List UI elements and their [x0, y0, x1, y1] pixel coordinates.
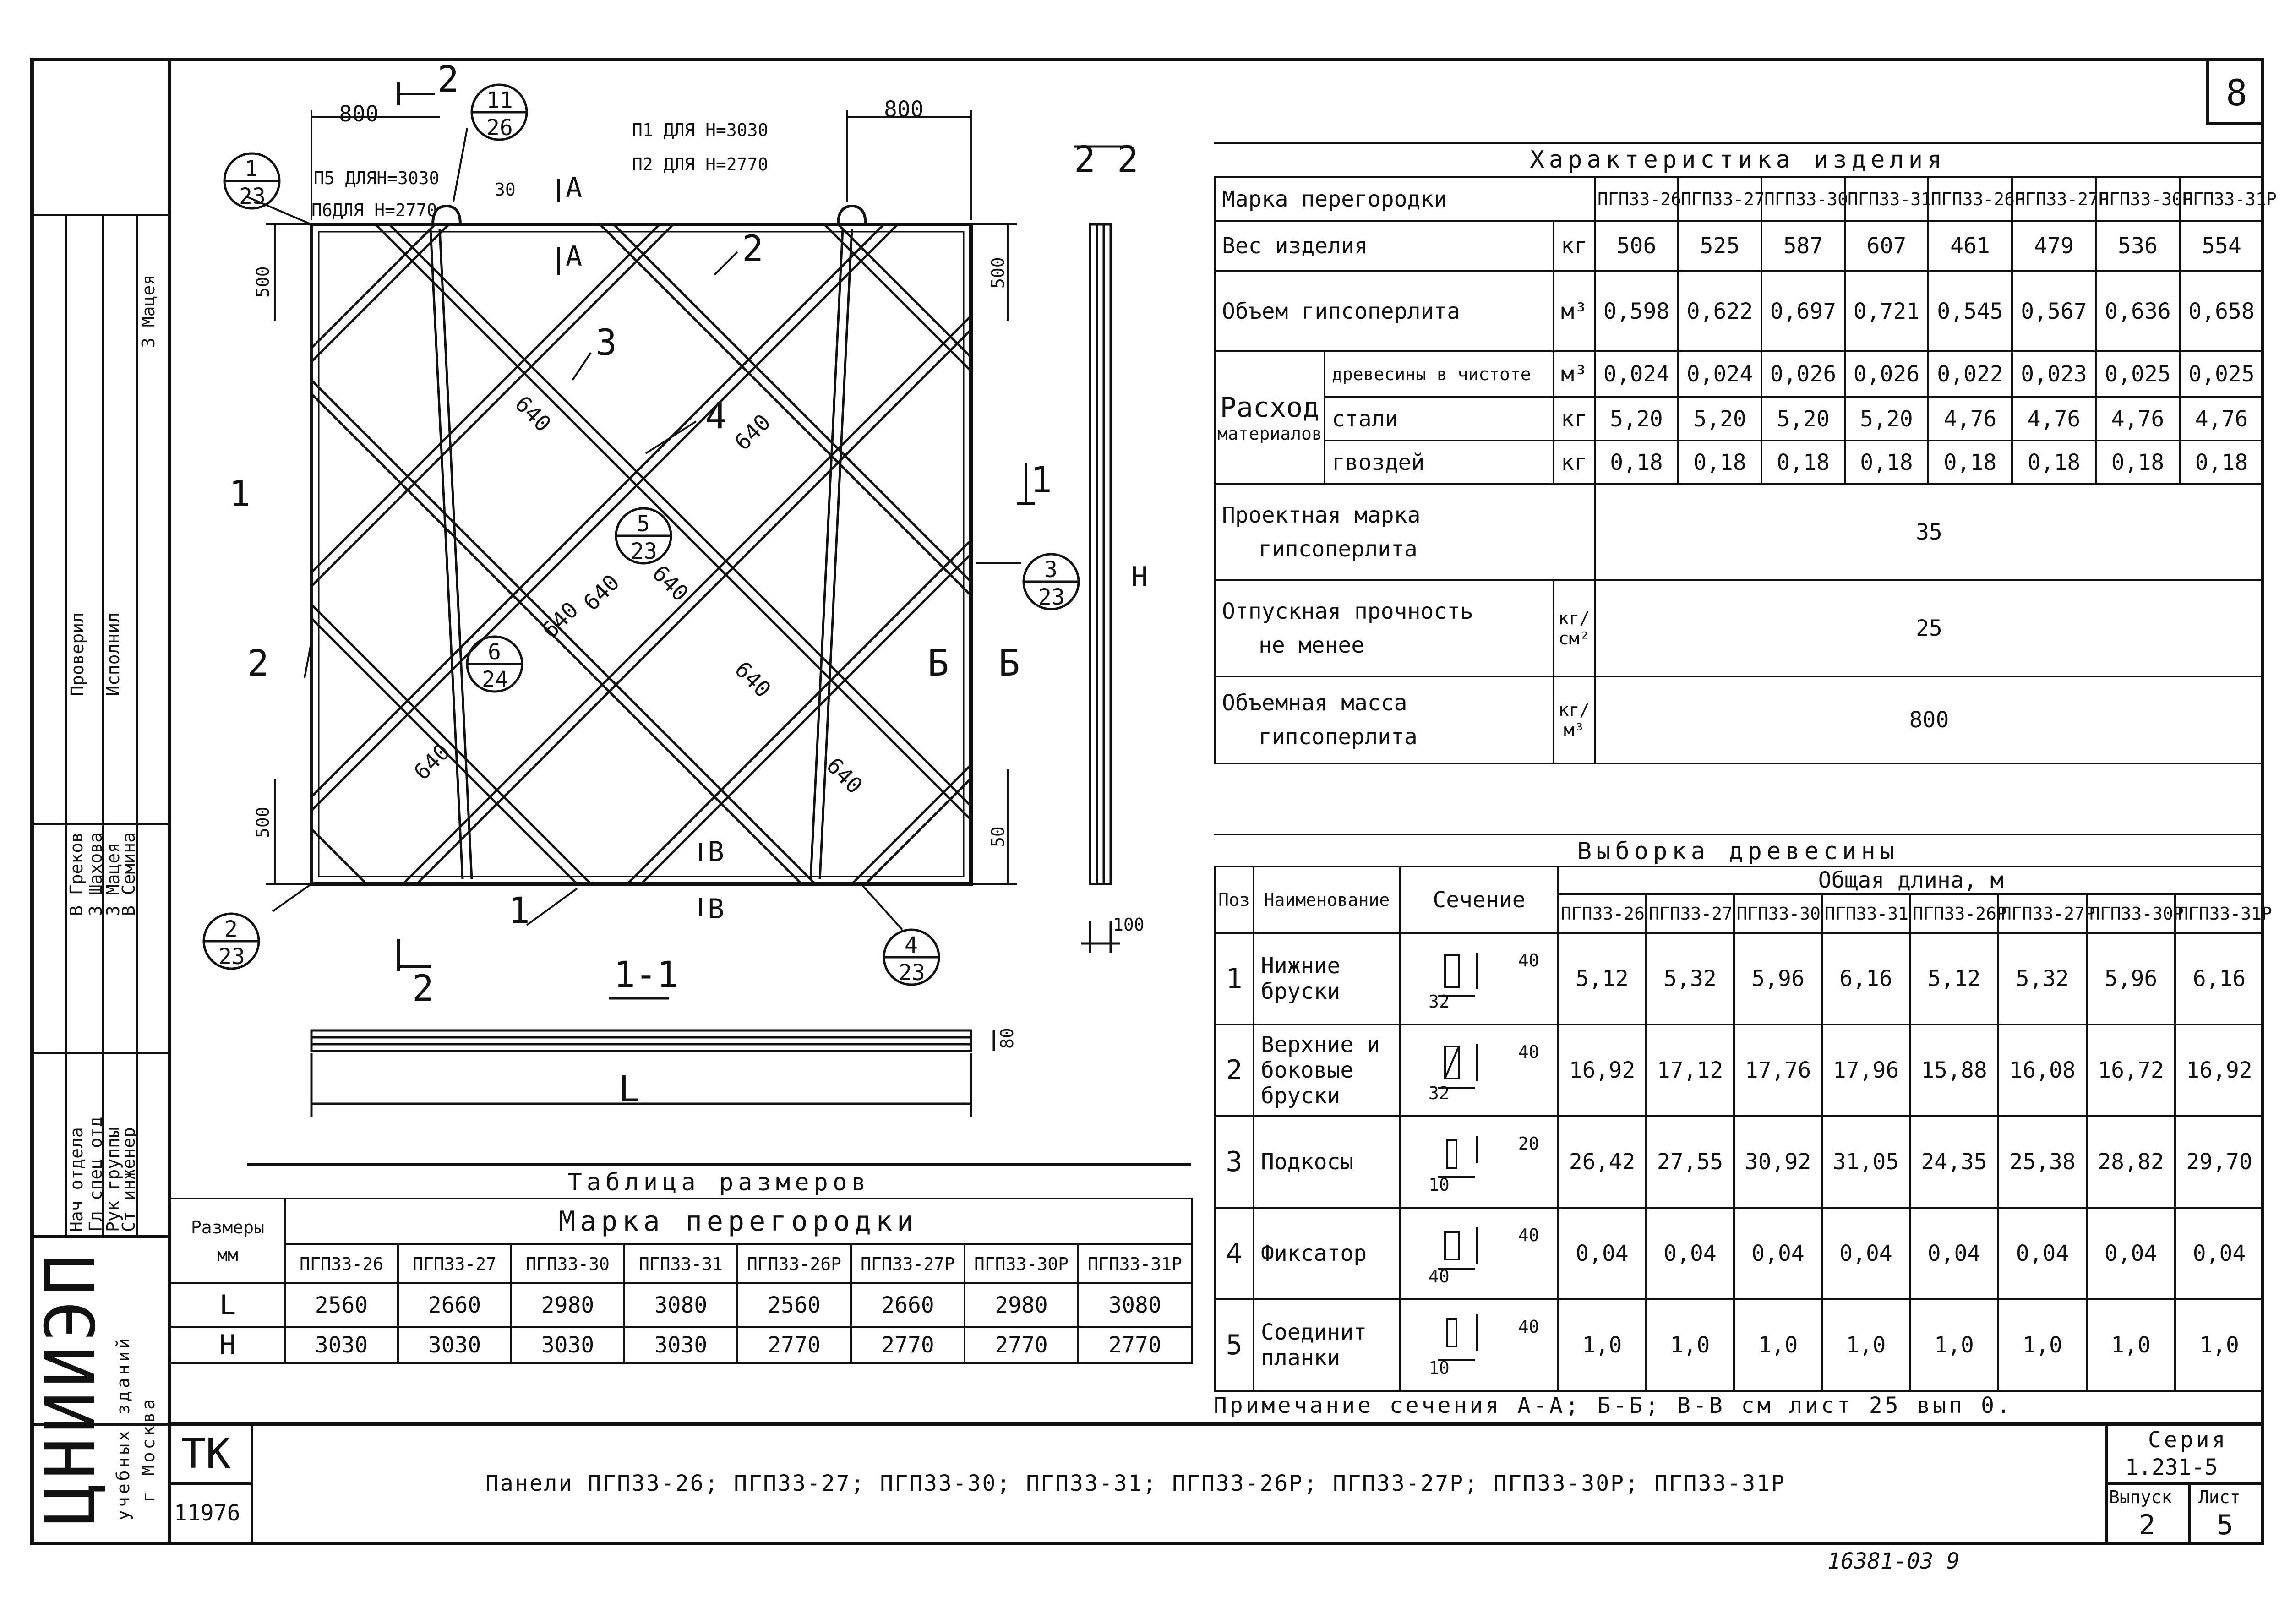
diag-length: 640 — [729, 409, 776, 456]
size-cell: 2560 — [285, 1283, 398, 1327]
dim-30: 30 — [495, 180, 516, 200]
org-sub-2: г Москва — [138, 1396, 158, 1502]
note-p5: П5 ДЛЯН=3030 — [314, 168, 440, 188]
section-dim-a: 10 — [1429, 1358, 1450, 1378]
size-cell: 3030 — [285, 1327, 398, 1363]
section-b-right: Б — [998, 643, 1020, 684]
mark-cell: ПГП33-31 — [1822, 894, 1910, 933]
nails-cell: 0,18 — [2180, 441, 2263, 484]
value-cell: 1,0 — [1734, 1299, 1822, 1391]
density-value: 800 — [1595, 676, 2263, 763]
mark-cell: ПГП33-31 — [1845, 177, 1928, 221]
detail-ref-bottom: 26 — [486, 115, 513, 141]
mark-cell: ПГП33-27 — [398, 1244, 511, 1283]
title-inventory: 11976 — [174, 1500, 240, 1526]
weight-cell: 479 — [2012, 221, 2096, 271]
diag-length: 640 — [409, 739, 455, 785]
mark-cell: ПГП33-26 — [285, 1244, 398, 1283]
steel-cell: 4,76 — [2096, 397, 2180, 441]
section-dim-a: 32 — [1429, 1083, 1450, 1103]
name-label: З Мацея — [103, 842, 123, 916]
mark-cell: ПГП33-27 — [1646, 894, 1734, 933]
role-label: Рук группы — [103, 1127, 123, 1232]
size-cell: 2770 — [851, 1327, 965, 1363]
volume-cell: 0,721 — [1845, 271, 1928, 351]
value-cell: 31,05 — [1822, 1116, 1910, 1208]
volume-cell: 0,658 — [2180, 271, 2263, 351]
value-cell: 1,0 — [1822, 1299, 1910, 1391]
mark-cell: ПГП33-30 — [1734, 894, 1822, 933]
sizes-col-label-cell — [170, 1199, 285, 1283]
size-cell: 3030 — [511, 1327, 624, 1363]
section-b-left: Б — [927, 643, 949, 684]
title-description: Панели ПГП33-26; ПГП33-27; ПГП33-30; ПГП33-31; ПГП33-26Р; ПГП33-27Р; ПГП33-30Р; ПГП33-31Р — [485, 1471, 1786, 1496]
title-code: ТК — [181, 1430, 231, 1478]
section-mark-2-top: 2 — [437, 59, 459, 100]
value-cell: 30,92 — [1734, 1116, 1822, 1208]
steel-cell: 5,20 — [1845, 397, 1928, 441]
row-section — [1400, 1208, 1558, 1299]
consumption-cell — [1215, 351, 1325, 484]
value-cell: 29,70 — [2175, 1116, 2263, 1208]
weight-cell: 506 — [1595, 221, 1678, 271]
wood-cell: 0,025 — [2180, 351, 2263, 397]
name-label: З Шахова — [86, 832, 106, 916]
mark-cell: ПГП33-30 — [511, 1244, 624, 1283]
role-label: Проверил — [67, 612, 87, 696]
value-cell: 5,96 — [1734, 933, 1822, 1025]
total-length-label: Общая длина, м — [1558, 866, 2263, 894]
value-cell: 17,12 — [1646, 1025, 1734, 1116]
section-dim-a: 32 — [1429, 992, 1450, 1012]
diag-length: 640 — [509, 391, 556, 437]
section-mark-1-left: 1 — [229, 474, 251, 515]
org-sub-1: учебных зданий — [113, 1335, 133, 1520]
nails-cell: 0,18 — [2012, 441, 2096, 484]
weight-unit: кг — [1554, 221, 1595, 271]
size-cell: 3080 — [624, 1283, 737, 1327]
volume-cell: 0,622 — [1678, 271, 1761, 351]
size-cell: 2980 — [965, 1283, 1078, 1327]
design-grade-label-cell — [1215, 484, 1595, 580]
diag-length: 640 — [578, 569, 625, 616]
volume-cell: 0,567 — [2012, 271, 2096, 351]
strength-label-1: Отпускная прочность — [1222, 599, 1474, 624]
row-name: Нижние бруски — [1254, 933, 1400, 1025]
detail-ref-bottom: 23 — [899, 960, 925, 986]
design-grade-label-2: гипсоперлита — [1259, 536, 1418, 562]
row-section — [1400, 933, 1558, 1025]
weight-cell: 461 — [1928, 221, 2012, 271]
value-cell: 0,04 — [1734, 1208, 1822, 1299]
dim-800-left: 800 — [339, 101, 379, 127]
strength-value: 25 — [1595, 580, 2263, 676]
density-unit: кг/м³ — [1554, 676, 1595, 763]
row-name: Соединит планки — [1254, 1299, 1400, 1391]
volume-label: Объем гипсоперлита — [1215, 271, 1554, 351]
mark-cell: ПГП33-31Р — [2175, 894, 2263, 933]
value-cell: 5,32 — [1998, 933, 2087, 1025]
section-dim-b: 40 — [1518, 1225, 1539, 1245]
dim-h: Н — [1131, 561, 1148, 593]
note-p2: П2 ДЛЯ Н=2770 — [632, 154, 769, 174]
sheet-number: 8 — [2226, 73, 2247, 114]
row-pos: 1 — [1215, 933, 1254, 1025]
diag-length: 640 — [729, 656, 776, 703]
name-label: З Мацея — [138, 274, 158, 348]
timber-table — [1214, 866, 2272, 1392]
value-cell: 5,12 — [1910, 933, 1998, 1025]
value-cell: 16,92 — [2175, 1025, 2263, 1116]
row-pos: 2 — [1215, 1025, 1254, 1116]
row-section — [1400, 1299, 1558, 1391]
size-cell: 2560 — [737, 1283, 851, 1327]
size-cell: 3030 — [398, 1327, 511, 1363]
org-logo: ЦНИИЭП — [31, 1249, 111, 1525]
issue-label: Выпуск — [2109, 1487, 2172, 1507]
value-cell: 1,0 — [1998, 1299, 2087, 1391]
diag-length: 640 — [537, 597, 583, 643]
section-dim-b: 40 — [1518, 1317, 1539, 1337]
value-cell: 1,0 — [1646, 1299, 1734, 1391]
mark-cell: ПГП33-26Р — [737, 1244, 851, 1283]
nails-cell: 0,18 — [1761, 441, 1845, 484]
size-cell: 3030 — [624, 1327, 737, 1363]
detail-ref-bottom: 23 — [631, 539, 657, 564]
dim-500-tr: 500 — [988, 257, 1008, 289]
dim-800-right: 800 — [884, 97, 924, 122]
density-label-2: гипсоперлита — [1259, 724, 1418, 750]
size-row-label: L — [170, 1283, 285, 1327]
value-cell: 1,0 — [1558, 1299, 1646, 1391]
weight-cell: 525 — [1678, 221, 1761, 271]
view-1-1-label: 1-1 — [614, 954, 678, 996]
dim-80: 80 — [997, 1028, 1017, 1049]
value-cell: 6,16 — [2175, 933, 2263, 1025]
size-cell: 2770 — [1078, 1327, 1192, 1363]
mark-cell: ПГП33-27Р — [1998, 894, 2087, 933]
density-label-1: Объемная масса — [1222, 690, 1407, 716]
col-section: Сечение — [1400, 866, 1558, 933]
weight-cell: 607 — [1845, 221, 1928, 271]
wood-cell: 0,026 — [1845, 351, 1928, 397]
steel-label: стали — [1325, 397, 1554, 441]
value-cell: 0,04 — [1558, 1208, 1646, 1299]
section-dim-b: 40 — [1518, 1042, 1539, 1062]
sizes-title: Таблица размеров — [247, 1163, 1191, 1200]
pos-label: 3 — [595, 322, 617, 364]
nails-unit: кг — [1554, 441, 1595, 484]
detail-ref-top: 1 — [245, 156, 258, 182]
pos-label: 2 — [742, 229, 763, 270]
size-cell: 2770 — [965, 1327, 1078, 1363]
value-cell: 25,38 — [1998, 1116, 2087, 1208]
density-label-cell — [1215, 676, 1554, 763]
characteristics-table — [1214, 176, 2277, 764]
section-a-top: A — [566, 172, 583, 204]
note-p1: П1 ДЛЯ Н=3030 — [632, 120, 769, 140]
view-2-2-label: 2 2 — [1074, 139, 1139, 180]
steel-cell: 5,20 — [1595, 397, 1678, 441]
design-grade-label-1: Проектная марка — [1222, 502, 1421, 528]
nails-cell: 0,18 — [1595, 441, 1678, 484]
mark-cell: ПГП33-27 — [1678, 177, 1761, 221]
mark-cell: ПГП33-30Р — [965, 1244, 1078, 1283]
volume-cell: 0,545 — [1928, 271, 2012, 351]
value-cell: 1,0 — [1910, 1299, 1998, 1391]
weight-cell: 536 — [2096, 221, 2180, 271]
mark-cell: ПГП33-31Р — [2180, 177, 2263, 221]
section-v-bottom: В — [708, 893, 725, 925]
value-cell: 0,04 — [1998, 1208, 2087, 1299]
row-section — [1400, 1116, 1558, 1208]
value-cell: 28,82 — [2087, 1116, 2175, 1208]
detail-ref-top: 6 — [488, 639, 501, 665]
nails-cell: 0,18 — [2096, 441, 2180, 484]
mark-cell: ПГП33-26Р — [1910, 894, 1998, 933]
detail-ref-bottom: 23 — [239, 184, 266, 209]
value-cell: 0,04 — [1910, 1208, 1998, 1299]
volume-cell: 0,598 — [1595, 271, 1678, 351]
sizes-table — [169, 1198, 1193, 1364]
characteristics-title: Характеристика изделия — [1214, 142, 2263, 176]
consumption-label: Расход — [1220, 392, 1319, 424]
size-cell: 2660 — [398, 1283, 511, 1327]
weight-label: Вес изделия — [1215, 221, 1554, 271]
name-label: В Семина — [119, 832, 139, 916]
materials-label: материалов — [1217, 424, 1322, 444]
col-pos: Поз — [1215, 866, 1254, 933]
dim-l: L — [618, 1069, 640, 1110]
diag-length: 640 — [647, 560, 693, 607]
detail-ref-top: 4 — [905, 932, 918, 958]
steel-cell: 4,76 — [2180, 397, 2263, 441]
size-cell: 2770 — [737, 1327, 851, 1363]
value-cell: 0,04 — [2175, 1208, 2263, 1299]
diag-length: 640 — [821, 752, 867, 799]
col-name: Наименование — [1254, 866, 1400, 933]
detail-ref-bottom: 23 — [218, 944, 245, 970]
weight-cell: 587 — [1761, 221, 1845, 271]
series-label: Серия — [2148, 1427, 2228, 1453]
nails-cell: 0,18 — [1845, 441, 1928, 484]
sheet-value: 5 — [2217, 1509, 2234, 1541]
strength-label-2: не менее — [1259, 632, 1365, 658]
row-name: Верхние и боковые бруски — [1254, 1025, 1400, 1116]
value-cell: 1,0 — [2087, 1299, 2175, 1391]
series-value: 1.231-5 — [2125, 1455, 2218, 1480]
row-section — [1400, 1025, 1558, 1116]
value-cell: 27,55 — [1646, 1116, 1734, 1208]
section-a-inner: A — [566, 240, 583, 272]
section-dim-b: 40 — [1518, 950, 1539, 970]
pos-label: 4 — [705, 396, 727, 437]
value-cell: 17,96 — [1822, 1025, 1910, 1116]
header-label: Марка перегородки — [1215, 177, 1595, 221]
detail-ref-top: 2 — [224, 916, 238, 942]
note-p6: П6ДЛЯ Н=2770 — [311, 200, 437, 220]
section-dim-a: 40 — [1429, 1266, 1450, 1286]
sheet-label: Лист — [2198, 1487, 2241, 1507]
volume-cell: 0,697 — [1761, 271, 1845, 351]
detail-ref-top: 5 — [637, 511, 650, 537]
row-pos: 5 — [1215, 1299, 1254, 1391]
issue-value: 2 — [2139, 1509, 2156, 1541]
sizes-col-label-1: Размеры — [191, 1217, 265, 1237]
value-cell: 0,04 — [1822, 1208, 1910, 1299]
value-cell: 5,96 — [2087, 933, 2175, 1025]
pos-label: 1 — [508, 890, 530, 932]
section-mark-1-right: 1 — [1030, 460, 1052, 501]
dim-100: 100 — [1113, 915, 1145, 935]
value-cell: 0,04 — [1646, 1208, 1734, 1299]
wood-cell: 0,024 — [1678, 351, 1761, 397]
sizes-col-label-2: мм — [217, 1244, 238, 1265]
wood-label: древесины в чистоте — [1325, 351, 1554, 397]
section-dim-b: 20 — [1518, 1134, 1539, 1154]
value-cell: 24,35 — [1910, 1116, 1998, 1208]
size-cell: 2980 — [511, 1283, 624, 1327]
weight-cell: 554 — [2180, 221, 2263, 271]
dim-500-bl: 500 — [253, 807, 273, 838]
size-cell: 3080 — [1078, 1283, 1192, 1327]
nails-cell: 0,18 — [1678, 441, 1761, 484]
nails-cell: 0,18 — [1928, 441, 2012, 484]
design-grade-value: 35 — [1595, 484, 2263, 580]
detail-ref-top: 11 — [486, 87, 513, 113]
wood-cell: 0,022 — [1928, 351, 2012, 397]
timber-note: Примечание сечения А-А; Б-Б; В-В см лист 25 вып 0. — [1214, 1393, 2013, 1418]
strength-unit: кг/см² — [1554, 580, 1595, 676]
wood-cell: 0,023 — [2012, 351, 2096, 397]
size-row-label: Н — [170, 1327, 285, 1363]
value-cell: 26,42 — [1558, 1116, 1646, 1208]
wood-cell: 0,024 — [1595, 351, 1678, 397]
value-cell: 15,88 — [1910, 1025, 1998, 1116]
mark-cell: ПГП33-31Р — [1078, 1244, 1192, 1283]
value-cell: 5,12 — [1558, 933, 1646, 1025]
value-cell: 5,32 — [1646, 933, 1734, 1025]
value-cell: 0,04 — [2087, 1208, 2175, 1299]
steel-cell: 4,76 — [2012, 397, 2096, 441]
value-cell: 16,08 — [1998, 1025, 2087, 1116]
mark-cell: ПГП33-27Р — [2012, 177, 2096, 221]
mark-cell: ПГП33-30 — [1761, 177, 1845, 221]
wood-unit: м³ — [1554, 351, 1595, 397]
mark-cell: ПГП33-30Р — [2096, 177, 2180, 221]
row-name: Фиксатор — [1254, 1208, 1400, 1299]
value-cell: 16,72 — [2087, 1025, 2175, 1116]
wood-cell: 0,026 — [1761, 351, 1845, 397]
name-label: В Греков — [66, 832, 87, 916]
detail-ref-top: 3 — [1044, 557, 1058, 583]
mark-cell: ПГП33-26 — [1558, 894, 1646, 933]
steel-cell: 4,76 — [1928, 397, 2012, 441]
steel-cell: 5,20 — [1761, 397, 1845, 441]
detail-ref-bottom: 24 — [482, 667, 508, 692]
wood-cell: 0,025 — [2096, 351, 2180, 397]
mark-cell: ПГП33-27Р — [851, 1244, 965, 1283]
dim-500-tl: 500 — [253, 266, 273, 298]
value-cell: 6,16 — [1822, 933, 1910, 1025]
section-mark-2-bottom: 2 — [412, 968, 434, 1009]
role-label: Гл спец отд — [86, 1117, 106, 1232]
mark-cell: ПГП33-30Р — [2087, 894, 2175, 933]
value-cell: 16,92 — [1558, 1025, 1646, 1116]
row-pos: 3 — [1215, 1116, 1254, 1208]
role-label: Ст инженер — [119, 1127, 139, 1232]
steel-unit: кг — [1554, 397, 1595, 441]
value-cell: 17,76 — [1734, 1025, 1822, 1116]
mark-cell: ПГП33-31 — [624, 1244, 737, 1283]
detail-ref-bottom: 23 — [1038, 584, 1065, 610]
volume-unit: м³ — [1554, 271, 1595, 351]
volume-cell: 0,636 — [2096, 271, 2180, 351]
steel-cell: 5,20 — [1678, 397, 1761, 441]
role-label: Нач отдела — [66, 1127, 87, 1232]
mark-cell: ПГП33-26Р — [1928, 177, 2012, 221]
stamp-number: 16381-03 9 — [1827, 1548, 1960, 1574]
dim-50-br: 50 — [988, 826, 1008, 847]
row-name: Подкосы — [1254, 1116, 1400, 1208]
pos-label: 2 — [247, 643, 269, 684]
row-pos: 4 — [1215, 1208, 1254, 1299]
value-cell: 1,0 — [2175, 1299, 2263, 1391]
mark-cell: ПГП33-26 — [1595, 177, 1678, 221]
strength-label-cell — [1215, 580, 1554, 676]
timber-title: Выборка древесины — [1214, 834, 2263, 867]
sizes-group-label: Марка перегородки — [285, 1199, 1192, 1244]
nails-label: гвоздей — [1325, 441, 1554, 484]
size-cell: 2660 — [851, 1283, 965, 1327]
section-v-top: В — [708, 836, 725, 868]
role-label: Исполнил — [103, 612, 123, 696]
section-dim-a: 10 — [1429, 1175, 1450, 1195]
